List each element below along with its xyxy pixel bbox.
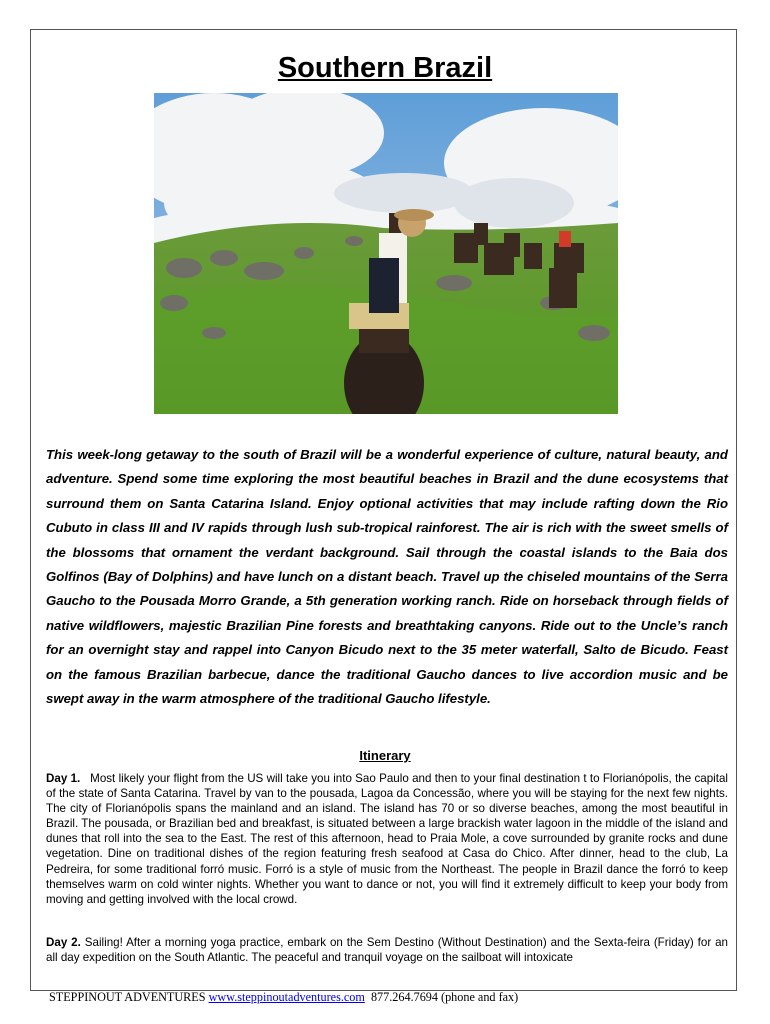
footer-phone: 877.264.7694 (phone and fax) bbox=[370, 990, 519, 1004]
document-title: Southern Brazil bbox=[277, 52, 493, 84]
itinerary-day-2 bbox=[46, 935, 728, 965]
day-2-text: Sailing! After a morning yoga practice, embark on the Sem Destino (Without Destination) and the Sexta-feira (Friday) for an all day expedition on the South Atlantic. The peaceful and tranquil voyage on the sailboat will intoxicate bbox=[46, 936, 728, 965]
day-2-label: Day 2. bbox=[46, 936, 81, 949]
itinerary-heading: Itinerary bbox=[359, 748, 411, 763]
day-1-text: Most likely your flight from the US will take you into Sao Paulo and then to your final destination t to Florianópolis, the capital of the state of Santa Catarina. Travel by van to the pousada, Lagoa da Concessão, where you will be staying for the next few nights. The city of Florianópolis spans the mainland and an island. The island has 70 or so diverse beaches, among the most beautiful in Brazil. The pousada, or Brazilian bed and breakfast, is situated between a large brackish water lagoon in the middle of the island and dunes that roll into the sea to the East. The rest of this afternoon, head to Praia Mole, a cove surrounded by granite rocks and dune vegetation. Dine on traditional dishes of the region featuring fresh seafood at Casa do Chico. After dinner, head to the club, La Pedreira, for some traditional forró music. Forró is a style of music from the Northeast. The people in Brazil dance the forró to keep themselves warm on cold winter nights. Whether you want to dance or not, you will find it extremely difficult to keep your body from moving and getting involved with the local crowd. bbox=[46, 772, 728, 906]
day-1-label: Day 1. bbox=[46, 772, 81, 785]
intro-paragraph: This week-long getaway to the south of Brazil will be a wonderful experience of culture, natural beauty, and adventure. Spend some time exploring the most beautiful beaches in Brazil and the dune ecosystems that surround them on Santa Catarina Island. Enjoy optional activities that may include rafting down the Rio Cubuto in class III and IV rapids through lush sub-tropical rainforest. The air is rich with the sweet smells of the blossoms that ornament the verdant background. Sail through the coastal islands to the Baia dos Golfinos (Bay of Dolphins) and have lunch on a distant beach. Travel up the chiseled mountains of the Serra Gaucho to the Pousada Morro Grande, a 5th generation working ranch. Ride on horseback through fields of native wildflowers, majestic Brazilian Pine forests and breathtaking canyons. Ride out to the Uncle’s ranch for an overnight stay and rappel into Canyon Bicudo next to the 35 meter waterfall, Salto de Bicudo. Feast on the famous Brazilian barbecue, dance the traditional Gaucho dances to live accordion music and be swept away in the warm atmosphere of the traditional Gaucho lifestyle. bbox=[46, 447, 728, 707]
footer-website-link[interactable]: www.steppinoutadventures.com bbox=[208, 990, 365, 1004]
footer-company: STEPPINOUT ADVENTURES bbox=[49, 990, 206, 1004]
horseback-riding-photo bbox=[154, 93, 618, 414]
itinerary-day-1 bbox=[46, 771, 728, 907]
page-footer bbox=[49, 990, 739, 1005]
